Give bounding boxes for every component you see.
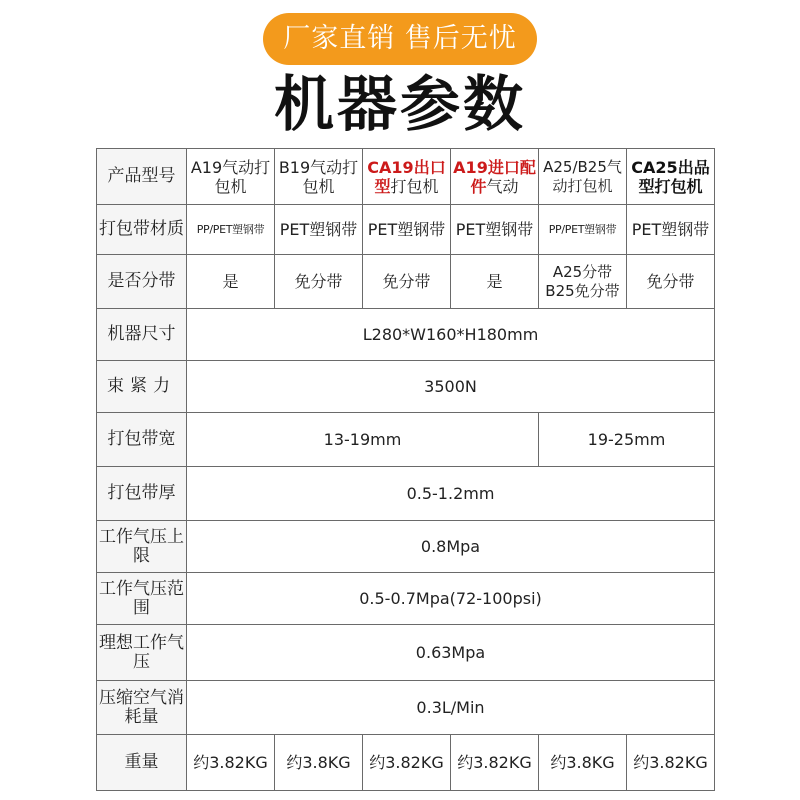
- spec-table: [96, 148, 715, 791]
- split-value: 是: [187, 255, 275, 309]
- split-value: 免分带: [363, 255, 451, 309]
- model-b19: [275, 149, 363, 205]
- promo-badge: 厂家直销 售后无忧: [263, 13, 537, 65]
- size-value: L280*W160*H180mm: [187, 309, 715, 361]
- row-label-max-pressure: 工作气压上限: [97, 521, 187, 573]
- row-label-tension: 束紧力: [97, 361, 187, 413]
- weight-value: 约3.8KG: [275, 735, 363, 791]
- row-label-model: 产品型号: [97, 149, 187, 205]
- weight-value: 约3.82KG: [363, 735, 451, 791]
- row-label-pressure-range: 工作气压范围: [97, 573, 187, 625]
- model-b19-name: B19气动打包机: [278, 157, 359, 196]
- row-label-material: 打包带材质: [97, 205, 187, 255]
- width-value-a: 13-19mm: [187, 413, 539, 467]
- model-ca25: [627, 149, 715, 205]
- air-consumption-value: 0.3L/Min: [187, 681, 715, 735]
- page-title: 机器参数: [274, 70, 526, 140]
- split-value: 是: [451, 255, 539, 309]
- table-row-tension: [97, 361, 715, 413]
- model-a19-name: A19气动打包机: [190, 157, 271, 196]
- row-label-air-consumption: 压缩空气消耗量: [97, 681, 187, 735]
- model-ca19-name-highlight: CA19出口型: [367, 157, 446, 196]
- material-value: PP/PET塑钢带: [539, 205, 627, 255]
- ideal-pressure-value: 0.63Mpa: [187, 625, 715, 681]
- row-label-width: 打包带宽: [97, 413, 187, 467]
- row-label-size: 机器尺寸: [97, 309, 187, 361]
- table-row-air-consumption: [97, 681, 715, 735]
- model-ca19: [363, 149, 451, 205]
- model-a19-import-rest: 气动: [486, 176, 519, 196]
- model-ca25-name: CA25出品型打包机: [631, 157, 710, 196]
- model-ca19-name-rest: 打包机: [390, 176, 439, 196]
- weight-value: 约3.82KG: [451, 735, 539, 791]
- split-value: 免分带: [627, 255, 715, 309]
- material-value: PET塑钢带: [363, 205, 451, 255]
- thickness-value: 0.5-1.2mm: [187, 467, 715, 521]
- model-a25-b25-name: A25/B25气动打包机: [543, 157, 622, 195]
- table-row-size: [97, 309, 715, 361]
- row-label-thickness: 打包带厚: [97, 467, 187, 521]
- row-label-split: 是否分带: [97, 255, 187, 309]
- table-row-split: [97, 255, 715, 309]
- material-value: PET塑钢带: [275, 205, 363, 255]
- table-row-ideal-pressure: [97, 625, 715, 681]
- split-value: A25分带B25免分带: [539, 255, 627, 309]
- weight-value: 约3.82KG: [187, 735, 275, 791]
- max-pressure-value: 0.8Mpa: [187, 521, 715, 573]
- row-label-ideal-pressure: 理想工作气压: [97, 625, 187, 681]
- width-value-b: 19-25mm: [539, 413, 715, 467]
- model-a19-import-highlight: A19进口配件: [453, 157, 536, 196]
- table-row-max-pressure: [97, 521, 715, 573]
- weight-value: 约3.8KG: [539, 735, 627, 791]
- material-value: PP/PET塑钢带: [187, 205, 275, 255]
- material-value: PET塑钢带: [451, 205, 539, 255]
- table-row-thickness: [97, 467, 715, 521]
- table-row-pressure-range: [97, 573, 715, 625]
- model-a25-b25: [539, 149, 627, 205]
- tension-value: 3500N: [187, 361, 715, 413]
- table-row-weight: [97, 735, 715, 791]
- model-a19-import: [451, 149, 539, 205]
- model-a19: [187, 149, 275, 205]
- split-value: 免分带: [275, 255, 363, 309]
- table-row-model: [97, 149, 715, 205]
- weight-value: 约3.82KG: [627, 735, 715, 791]
- material-value: PET塑钢带: [627, 205, 715, 255]
- pressure-range-value: 0.5-0.7Mpa(72-100psi): [187, 573, 715, 625]
- table-row-material: [97, 205, 715, 255]
- table-row-width: [97, 413, 715, 467]
- row-label-weight: 重量: [97, 735, 187, 791]
